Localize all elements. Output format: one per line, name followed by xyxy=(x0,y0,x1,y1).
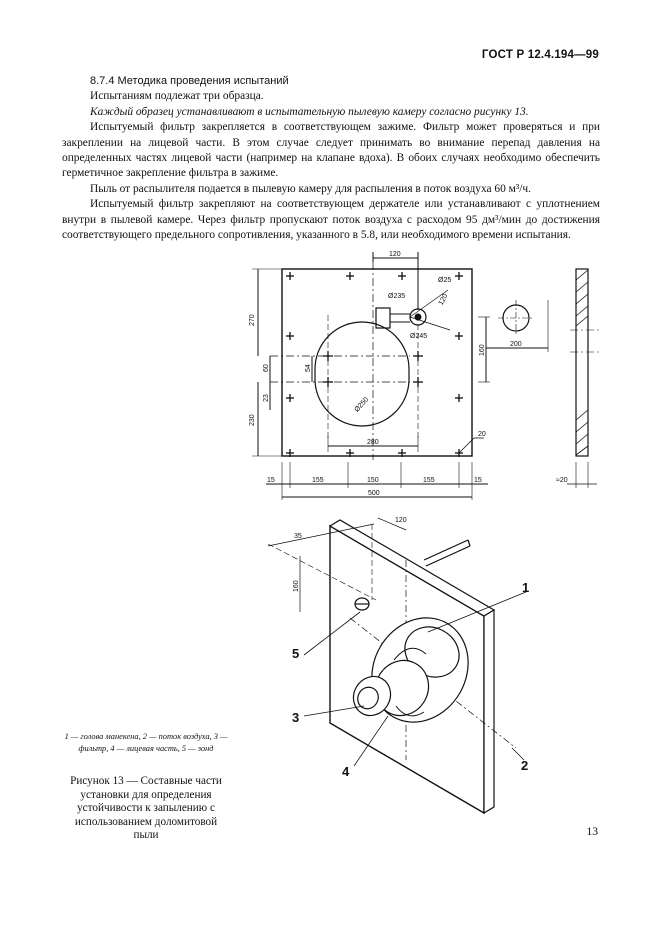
dim-60: 60 xyxy=(263,364,270,372)
dim-155-a: 155 xyxy=(312,477,324,484)
document-header: ГОСТ Р 12.4.194—99 xyxy=(481,49,599,61)
dim-d245: Ø245 xyxy=(410,333,428,340)
iso-dim-160: 160 xyxy=(293,580,300,592)
oval-opening xyxy=(315,322,409,426)
dim-270: 270 xyxy=(249,314,256,326)
dim-54: 54 xyxy=(305,364,312,372)
label-5: 5 xyxy=(292,646,300,661)
paragraph-3: Испытуемый фильтр закрепляется в соответствующем зажиме. Фильтр может проверяться и при закреплении на лицевой части. В этом случае следует принимать во внимание перепад давления на определенных частях лицевой части (например на клапане вдоха). В обоих случаях необходимо обеспечить герметичное закрепление фильтра в зажиме. xyxy=(62,121,600,180)
paragraph-4: Пыль от распылителя подается в пылевую камеру для распыления в поток воздуха 60 м³/ч. xyxy=(90,182,532,195)
figure-caption: Рисунок 13 — Составные части установки для определения устойчивости к запылению с использованием доломитовой пыли xyxy=(70,775,222,842)
dim-150: 150 xyxy=(367,477,379,484)
paragraph-1: Испытаниям подлежат три образца. xyxy=(90,90,264,103)
dim-d235: Ø235 xyxy=(388,293,406,300)
dim-20-corner: 20 xyxy=(478,431,486,438)
dim-155-b: 155 xyxy=(423,477,435,484)
dim-15-right: 15 xyxy=(474,477,482,484)
label-3: 3 xyxy=(292,710,300,725)
dim-120-diag: 120 xyxy=(437,292,450,307)
paragraph-2: Каждый образец устанавливают в испытательную пылевую камеру согласно рисунку 13. xyxy=(90,105,529,118)
dim-15-left: 15 xyxy=(267,477,275,484)
label-2: 2 xyxy=(521,758,529,773)
dim-120-top: 120 xyxy=(389,251,401,258)
dim-d25: Ø25 xyxy=(438,277,452,284)
dim-500: 500 xyxy=(368,490,380,497)
iso-dim-35: 35 xyxy=(294,533,302,540)
section-title: 8.7.4 Методика проведения испытаний xyxy=(90,75,289,87)
dim-d250: Ø250 xyxy=(353,396,371,414)
dim-230: 230 xyxy=(249,414,256,426)
paragraph-5: Испытуемый фильтр закрепляют на соответствующем держателе или устанавливают с уплотнением внутри в пылевой камере. Через фильтр пропускают поток воздуха с расходом 95 дм³/мин до достижения соответствующего предельного сопротивления, указанного в 5.8, или необходимого времени испытания. xyxy=(62,198,600,242)
plate-side-section xyxy=(576,269,588,456)
page-number: 13 xyxy=(586,826,598,838)
figure-legend: 1 — голова манекена, 2 — поток воздуха, 3 — фильтр, 4 — лицевая часть, 5 — зонд xyxy=(64,732,228,753)
label-4: 4 xyxy=(342,764,350,779)
dim-280: 280 xyxy=(367,439,379,446)
dim-20-side: ≈20 xyxy=(556,477,568,484)
dim-160: 160 xyxy=(479,344,486,356)
label-1: 1 xyxy=(522,580,530,595)
dim-200-side: 200 xyxy=(510,341,522,348)
iso-dim-120: 120 xyxy=(395,517,407,524)
dim-23: 23 xyxy=(263,394,270,402)
